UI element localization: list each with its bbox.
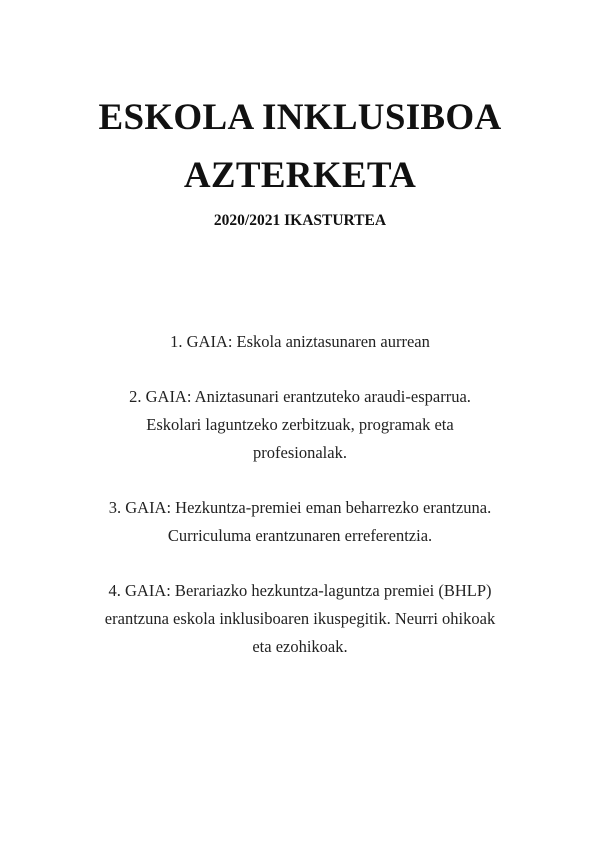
topic-4 [60,577,540,661]
topic-2 [60,383,540,467]
topic-2-line-2: Eskolari laguntzeko zerbitzuak, programak eta [146,415,454,434]
topic-4-line-1: 4. GAIA: Berariazko hezkuntza-laguntza premiei (BHLP) [108,581,492,600]
topic-4-line-2: erantzuna eskola inklusiboaren ikuspegitik. Neurri ohikoak [104,609,496,628]
topic-1 [60,328,540,356]
topic-3-line-2: Curriculuma erantzunaren erreferentzia. [167,526,433,545]
topic-3 [60,494,540,550]
document-title-line-2: AZTERKETA [183,155,417,196]
document-title-line-1: ESKOLA INKLUSIBOA [98,97,502,138]
document-subtitle: 2020/2021 IKASTURTEA [213,212,387,229]
topic-list [60,328,540,688]
topic-3-line-1: 3. GAIA: Hezkuntza-premiei eman beharrezko erantzuna. [108,498,492,517]
topic-1-line-1: 1. GAIA: Eskola aniztasunaren aurrean [170,332,430,351]
topic-2-line-3: profesionalak. [253,443,347,462]
topic-2-line-1: 2. GAIA: Aniztasunari erantzuteko araudi-esparrua. [129,387,471,406]
topic-4-line-3: eta ezohikoak. [252,637,348,656]
